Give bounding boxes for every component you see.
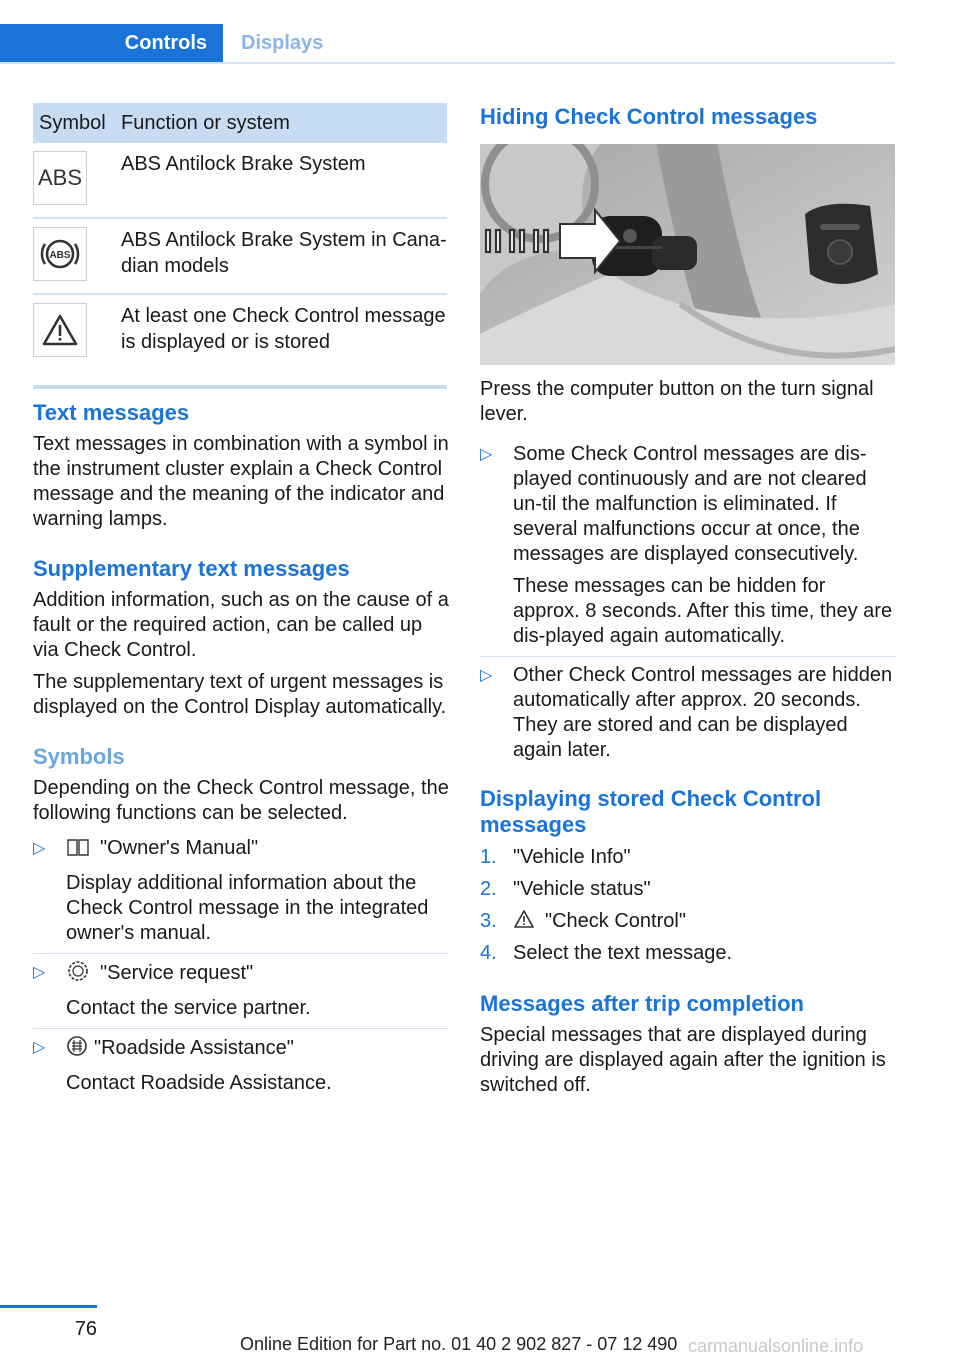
bmw-service-icon bbox=[66, 960, 90, 989]
roadside-assistance-icon bbox=[66, 1035, 88, 1064]
tab-displays[interactable]: Displays bbox=[241, 32, 324, 54]
service-request-label: "Service request" bbox=[100, 962, 254, 984]
text-messages-body: Text messages in combination with a symbol in the instrument cluster explain a Check Control message and the meaning of the indicator and warning lamps. bbox=[33, 433, 449, 530]
triangle-bullet-icon: ▷ bbox=[480, 446, 493, 463]
hiding-list bbox=[480, 437, 896, 763]
list-item bbox=[33, 832, 449, 954]
footer-rule bbox=[0, 1305, 97, 1308]
warning-triangle-icon bbox=[33, 303, 87, 357]
edition-text: Online Edition for Part no. 01 40 2 902 827 - 07 12 490 bbox=[240, 1334, 678, 1354]
owners-manual-label: "Owner's Manual" bbox=[100, 837, 259, 859]
table-cell-function: ABS Antilock Brake System bbox=[121, 153, 366, 175]
symbols-heading: Symbols bbox=[33, 744, 125, 769]
owners-manual-desc: Display additional information about the Check Control message in the integrated owner's manual. bbox=[66, 872, 429, 944]
symbols-list bbox=[33, 832, 449, 1096]
list-item bbox=[480, 657, 896, 763]
book-icon bbox=[66, 837, 90, 864]
abs-symbol-text: ABS bbox=[37, 165, 83, 190]
stored-steps bbox=[480, 845, 896, 973]
roadside-assistance-desc: Contact Roadside Assistance. bbox=[66, 1072, 332, 1094]
right-column bbox=[480, 104, 896, 1098]
list-item bbox=[480, 437, 896, 657]
step-text: Select the text message. bbox=[513, 942, 733, 964]
triangle-bullet-icon: ▷ bbox=[480, 667, 493, 684]
table-row bbox=[33, 295, 447, 371]
triangle-bullet-icon: ▷ bbox=[33, 840, 46, 857]
steering-wheel-image bbox=[480, 144, 895, 365]
step-text: "Vehicle status" bbox=[513, 878, 651, 900]
text-messages-heading: Text messages bbox=[33, 400, 190, 425]
table-cell-function: At least one Check Control message is displayed or is stored bbox=[121, 305, 446, 353]
left-column bbox=[33, 400, 449, 1096]
hiding-bullet-2-p1: Other Check Control messages are hidden automatically after approx. 20 seconds. They are stored and can be displayed again later. bbox=[513, 664, 893, 761]
triangle-bullet-icon: ▷ bbox=[33, 1039, 46, 1056]
symbols-intro: Depending on the Check Control message, the following functions can be selected. bbox=[33, 777, 449, 824]
hiding-bullet-1-p2: These messages can be hidden for approx. 8 seconds. After this time, they are dis-played again automatically. bbox=[513, 575, 893, 647]
table-cell-function: ABS Antilock Brake System in Cana- dian models bbox=[121, 229, 447, 277]
hiding-bullet-1-p1: Some Check Control messages are dis-played continuously and are not cleared un-til the malfunction is eliminated. If several malfunctions occur at once, the messages are displayed consecutively. bbox=[513, 443, 867, 565]
list-item bbox=[33, 954, 449, 1029]
column-header-symbol: Symbol bbox=[39, 111, 106, 134]
hiding-heading: Hiding Check Control messages bbox=[480, 104, 818, 129]
triangle-bullet-icon: ▷ bbox=[33, 964, 46, 981]
warning-triangle-icon bbox=[513, 909, 535, 941]
trip-heading: Messages after trip completion bbox=[480, 991, 804, 1016]
hiding-intro: Press the computer button on the turn signal lever. bbox=[480, 378, 874, 425]
list-item bbox=[480, 941, 896, 973]
stored-heading: Displaying stored Check Control messages bbox=[480, 786, 822, 837]
column-header-function: Function or system bbox=[121, 111, 290, 134]
abs-icon bbox=[33, 151, 87, 205]
roadside-assistance-label: "Roadside Assistance" bbox=[94, 1037, 294, 1059]
step-text: "Check Control" bbox=[545, 910, 686, 932]
step-number: 2. bbox=[480, 878, 497, 900]
symbol-table bbox=[33, 103, 447, 389]
step-number: 4. bbox=[480, 942, 497, 964]
list-item bbox=[480, 909, 896, 941]
page-number: 76 bbox=[74, 1318, 97, 1340]
service-request-desc: Contact the service partner. bbox=[66, 997, 311, 1019]
supplementary-heading: Supplementary text messages bbox=[33, 556, 350, 581]
table-header bbox=[33, 103, 447, 143]
supplementary-p1: Addition information, such as on the cause of a fault or the required action, can be called up via Check Control. bbox=[33, 589, 449, 661]
step-number: 1. bbox=[480, 846, 497, 868]
abs-circle-symbol-text: ABS bbox=[49, 250, 71, 261]
list-item bbox=[33, 1029, 449, 1096]
table-row bbox=[33, 143, 447, 219]
abs-circle-icon bbox=[33, 227, 87, 281]
trip-body: Special messages that are displayed during driving are displayed again after the ignition is switched off. bbox=[480, 1024, 886, 1096]
table-row bbox=[33, 219, 447, 295]
tab-controls[interactable]: Controls bbox=[0, 24, 223, 62]
watermark: carmanualsonline.info bbox=[688, 1336, 864, 1356]
step-text: "Vehicle Info" bbox=[513, 846, 631, 868]
step-number: 3. bbox=[480, 910, 497, 932]
table-bottom-rule bbox=[33, 385, 447, 389]
list-item bbox=[480, 877, 896, 909]
supplementary-p2: The supplementary text of urgent messages is displayed on the Control Display automatically. bbox=[33, 671, 447, 718]
list-item bbox=[480, 845, 896, 877]
